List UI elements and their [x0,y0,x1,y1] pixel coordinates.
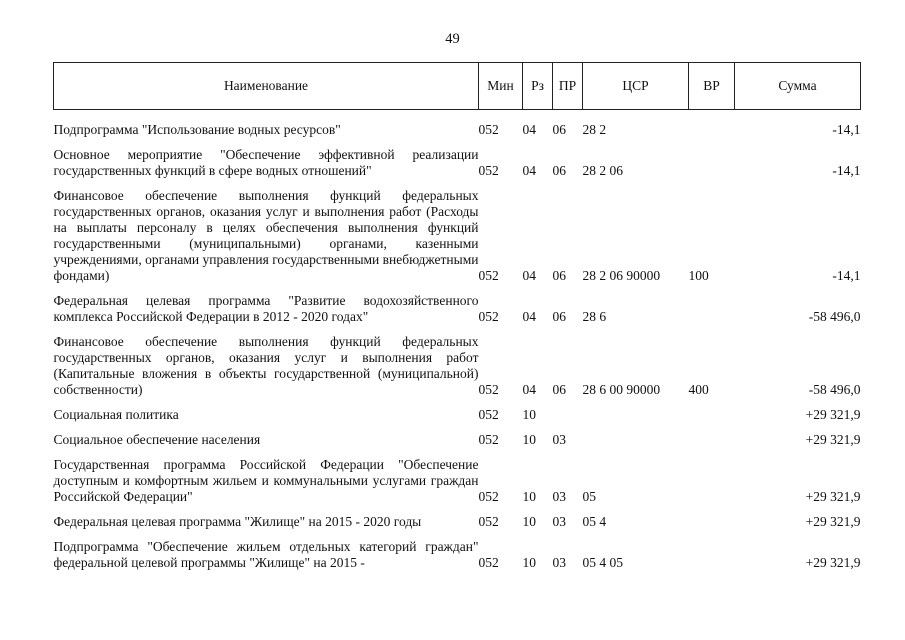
table-row [54,539,861,571]
header-name: Наименование [54,63,479,110]
header-csr: ЦСР [583,63,689,110]
row-vr: 400 [688,382,709,397]
row-pr: 03 [552,432,566,447]
row-name: Социальное обеспечение населения [53,432,261,447]
row-min: 052 [478,555,499,570]
row-name: Финансовое обеспечение выполнения функций федеральных государственных органов, оказания услуг и выполнения работ (Расходы на выплаты персоналу в целях обеспечения выполнения функций государственными (муниципальными) органами, казенными учреждениями, органами управления государственными внебюджетными фондами) [53,188,479,283]
row-min: 052 [478,407,499,422]
row-csr: 05 4 [582,514,607,529]
row-vr [689,514,735,539]
row-pr: 03 [552,555,566,570]
row-rz: 04 [522,163,536,178]
row-name: Основное мероприятие "Обеспечение эффективной реализации государственных функций в сфере водных отношений" [53,147,479,178]
row-name: Подпрограмма "Использование водных ресурсов" [53,122,341,137]
row-pr [553,407,583,432]
row-name: Финансовое обеспечение выполнения функций федеральных государственных органов, оказания услуг и выполнения работ (Капитальные вложения в объекты государственной (муниципальной) собственности) [53,334,479,397]
row-rz: 04 [522,309,536,324]
table-row [54,457,861,514]
row-pr: 06 [552,382,566,397]
table-row [54,122,861,147]
page-number: 49 [445,31,460,47]
row-vr [689,407,735,432]
row-sum: +29 321,9 [805,514,861,529]
row-name: Федеральная целевая программа "Развитие водохозяйственного комплекса Российской Федерации в 2012 - 2020 годах" [53,293,479,324]
row-min: 052 [478,514,499,529]
row-sum: +29 321,9 [805,555,861,570]
row-pr: 06 [552,163,566,178]
row-csr: 28 6 00 90000 [582,382,661,397]
row-rz: 10 [522,489,536,504]
header-pr: ПР [553,63,583,110]
row-min: 052 [478,382,499,397]
row-sum: -14,1 [832,122,861,137]
row-pr: 06 [552,309,566,324]
row-sum: -14,1 [832,268,861,283]
row-rz: 04 [522,122,536,137]
row-vr: 100 [688,268,709,283]
row-vr [689,457,735,514]
row-name: Государственная программа Российской Федерации "Обеспечение доступным и комфортным жильем и коммунальными услугами граждан Российской Федерации" [53,457,479,504]
row-csr: 05 [582,489,596,504]
row-pr: 06 [552,268,566,283]
row-sum: +29 321,9 [805,432,861,447]
row-name: Социальная политика [53,407,179,422]
row-vr [689,147,735,188]
row-csr: 05 4 05 [582,555,623,570]
table-header-row [54,63,861,110]
row-sum: -58 496,0 [808,309,861,324]
budget-table [53,62,861,571]
row-csr [583,407,689,432]
row-csr: 28 6 [582,309,607,324]
row-pr: 03 [552,514,566,529]
row-rz: 10 [522,432,536,447]
header-vr: ВР [689,63,735,110]
row-min: 052 [478,268,499,283]
header-sum: Сумма [735,63,861,110]
header-rz: Рз [523,63,553,110]
table-row [54,432,861,457]
row-rz: 04 [522,268,536,283]
row-vr [689,293,735,334]
row-pr: 06 [552,122,566,137]
row-vr [689,122,735,147]
row-csr [583,432,689,457]
row-vr [689,539,735,571]
row-min: 052 [478,432,499,447]
row-rz: 10 [522,514,536,529]
table-row [54,407,861,432]
table-row [54,147,861,188]
row-csr: 28 2 06 90000 [582,268,661,283]
row-sum: -14,1 [832,163,861,178]
table-row [54,334,861,407]
row-rz: 10 [522,407,536,422]
row-min: 052 [478,309,499,324]
row-min: 052 [478,489,499,504]
row-min: 052 [478,122,499,137]
row-rz: 10 [522,555,536,570]
row-pr: 03 [552,489,566,504]
row-sum: +29 321,9 [805,489,861,504]
row-sum: +29 321,9 [805,407,861,422]
table-row [54,188,861,293]
row-rz: 04 [522,382,536,397]
row-sum: -58 496,0 [808,382,861,397]
row-min: 052 [478,163,499,178]
row-csr: 28 2 [582,122,607,137]
row-vr [689,432,735,457]
row-name: Федеральная целевая программа "Жилище" на 2015 - 2020 годы [53,514,422,529]
row-name: Подпрограмма "Обеспечение жильем отдельных категорий граждан" федеральной целевой программы "Жилище" на 2015 - [53,539,479,570]
table-row [54,514,861,539]
header-min: Мин [479,63,523,110]
table-row [54,293,861,334]
row-csr: 28 2 06 [582,163,623,178]
